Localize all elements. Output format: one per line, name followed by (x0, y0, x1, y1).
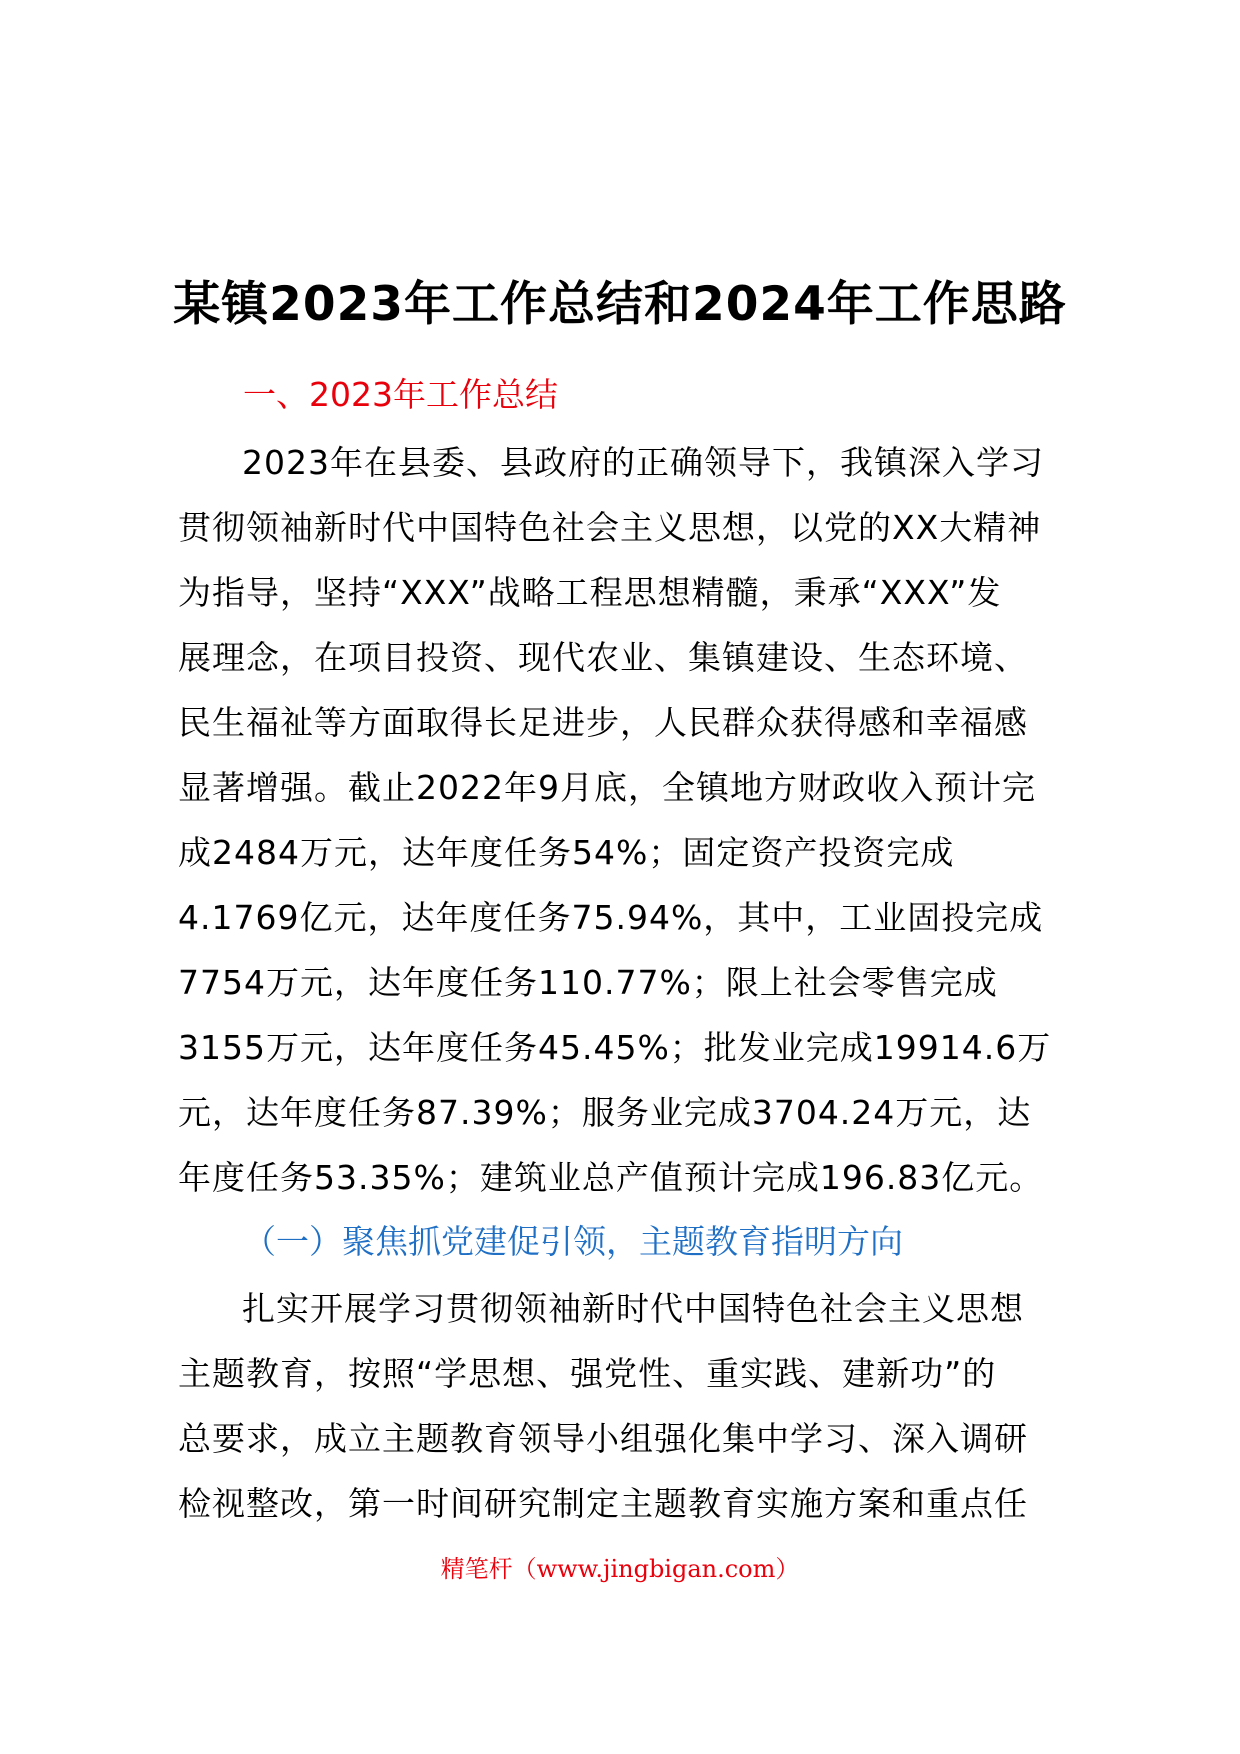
paragraph-summary (178, 430, 1093, 1210)
paragraph-line: 总要求，成立主题教育领导小组强化集中学习、深入调研 (178, 1419, 1028, 1458)
subsection-heading-1: （一）聚焦抓党建促引领，主题教育指明方向 (243, 1222, 903, 1261)
paragraph-line: 成2484万元，达年度任务54%；固定资产投资完成 (178, 833, 955, 872)
paragraph-line: 3155万元，达年度任务45.45%；批发业完成19914.6万 (178, 1028, 1052, 1067)
section-heading-1: 一、2023年工作总结 (243, 375, 558, 414)
paragraph-line: 贯彻领袖新时代中国特色社会主义思想，以党的XX大精神 (178, 508, 1042, 547)
paragraph-line: 年度任务53.35%；建筑业总产值预计完成196.83亿元。 (178, 1158, 1044, 1197)
document-title: 某镇2023年工作总结和2024年工作思路 (173, 277, 1067, 332)
paragraph-line: 7754万元，达年度任务110.77%；限上社会零售完成 (178, 963, 998, 1002)
paragraph-line: 检视整改，第一时间研究制定主题教育实施方案和重点任 (178, 1484, 1028, 1523)
paragraph-line: 展理念，在项目投资、现代农业、集镇建设、生态环境、 (178, 638, 1028, 677)
paragraph-line: 4.1769亿元，达年度任务75.94%，其中，工业固投完成 (178, 898, 1044, 937)
footer-watermark: 精笔杆（www.jingbigan.com） (440, 1555, 800, 1583)
paragraph-line: 民生福祉等方面取得长足进步，人民群众获得感和幸福感 (178, 703, 1028, 742)
paragraph-line: 扎实开展学习贯彻领袖新时代中国特色社会主义思想 (242, 1289, 1024, 1328)
paragraph-line: 2023年在县委、县政府的正确领导下，我镇深入学习 (242, 443, 1044, 482)
paragraph-line: 为指导，坚持“XXX”战略工程思想精髓，秉承“XXX”发 (178, 573, 1002, 612)
paragraph-line: 主题教育，按照“学思想、强党性、重实践、建新功”的 (178, 1354, 997, 1393)
paragraph-line: 显著增强。截止2022年9月底，全镇地方财政收入预计完 (178, 768, 1036, 807)
paragraph-party-building (178, 1276, 1093, 1536)
paragraph-line: 元，达年度任务87.39%；服务业完成3704.24万元，达 (178, 1093, 1032, 1132)
